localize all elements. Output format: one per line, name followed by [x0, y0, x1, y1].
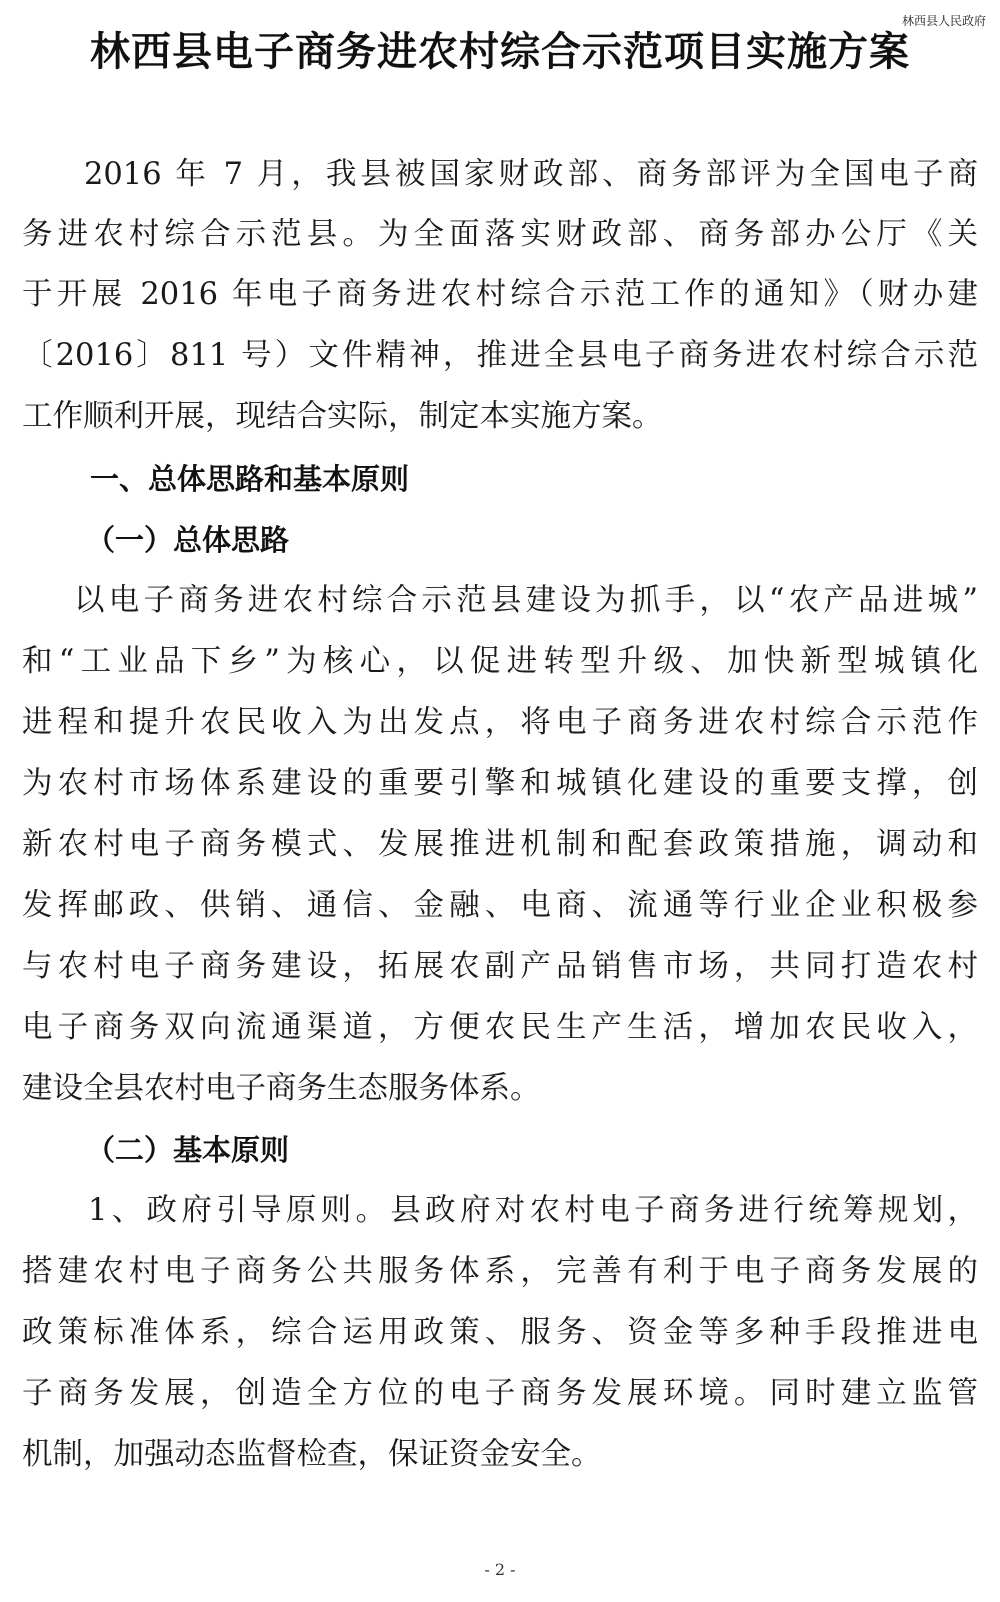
paragraph-line: 政策标准体系，综合运用政策、服务、资金等多种手段推进电 — [22, 1315, 978, 1350]
document-title: 林西县电子商务进农村综合示范项目实施方案 — [90, 29, 910, 75]
intro-line: 2016 年 7 月，我县被国家财政部、商务部评为全国电子商 — [84, 157, 978, 192]
paragraph-line: 进程和提升农民收入为出发点，将电子商务进农村综合示范作 — [22, 705, 978, 740]
intro-line: 工作顺利开展，现结合实际，制定本实施方案。 — [22, 399, 663, 434]
section-heading: 一、总体思路和基本原则 — [90, 462, 410, 496]
paragraph-line: 搭建农村电子商务公共服务体系，完善有利于电子商务发展的 — [22, 1254, 978, 1289]
intro-line: 于开展 2016 年电子商务进农村综合示范工作的通知》（财办建 — [22, 277, 978, 312]
paragraph-line: 子商务发展，创造全方位的电子商务发展环境。同时建立监管 — [22, 1376, 978, 1411]
page-number: - 2 - — [484, 1560, 516, 1579]
paragraph-line: 1、政府引导原则。县政府对农村电子商务进行统筹规划， — [88, 1193, 978, 1228]
paragraph-line: 以电子商务进农村综合示范县建设为抓手，以“农产品进城” — [74, 583, 978, 618]
paragraph-line: 与农村电子商务建设，拓展农副产品销售市场，共同打造农村 — [22, 949, 978, 984]
subsection-heading: （二）基本原则 — [86, 1133, 290, 1167]
watermark: 林西县人民政府 — [901, 14, 986, 28]
paragraph-line: 发挥邮政、供销、通信、金融、电商、流通等行业企业积极参 — [22, 888, 978, 923]
paragraph-line: 建设全县农村电子商务生态服务体系。 — [22, 1071, 541, 1106]
paragraph-line: 和“工业品下乡”为核心，以促进转型升级、加快新型城镇化 — [22, 644, 978, 679]
subsection-heading: （一）总体思路 — [86, 523, 290, 557]
paragraph-line: 新农村电子商务模式、发展推进机制和配套政策措施，调动和 — [22, 827, 978, 862]
paragraph-line: 机制，加强动态监督检查，保证资金安全。 — [22, 1437, 602, 1472]
paragraph-line: 为农村市场体系建设的重要引擎和城镇化建设的重要支撑，创 — [22, 766, 978, 801]
paragraph-line: 电子商务双向流通渠道，方便农民生产生活，增加农民收入， — [22, 1010, 978, 1045]
intro-line: 〔2016〕811 号）文件精神，推进全县电子商务进农村综合示范 — [22, 338, 978, 373]
intro-line: 务进农村综合示范县。为全面落实财政部、商务部办公厅《关 — [22, 217, 978, 252]
